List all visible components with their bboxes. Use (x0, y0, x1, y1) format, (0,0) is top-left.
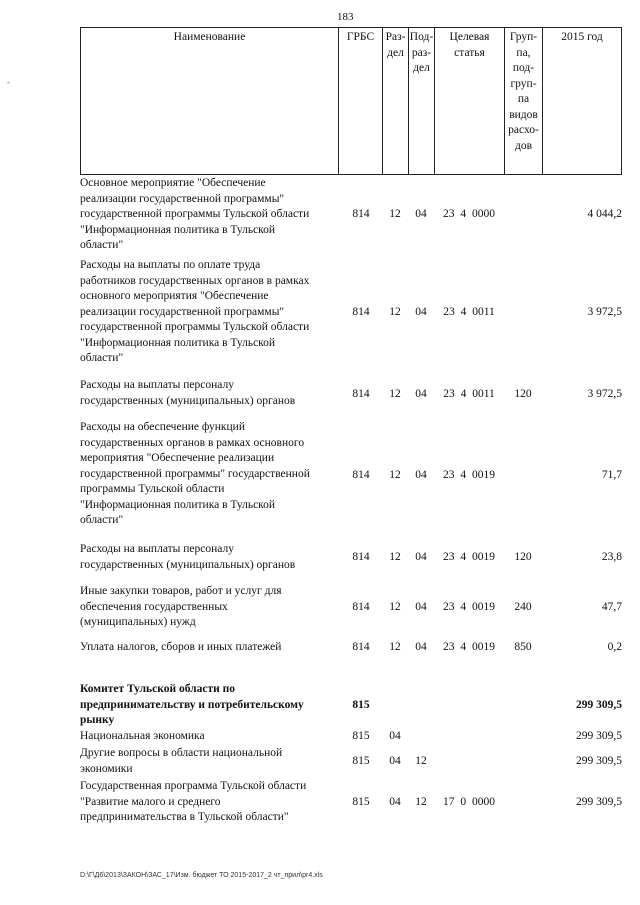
row-amount: 3 972,5 (587, 388, 622, 400)
row-gruppa: 850 (514, 641, 532, 653)
row-celevaya: 23 4 0011 (443, 306, 495, 318)
row-label: Расходы на выплаты персоналу государственных (муниципальных) органов (80, 543, 296, 571)
row-celevaya: 23 4 0019 (443, 601, 495, 613)
header-year-text: 2015 год (561, 31, 603, 43)
page-number: 183 (337, 11, 354, 23)
row-razdel: 12 (389, 306, 401, 318)
row-amount: 299 309,5 (576, 699, 622, 711)
row-grbs: 814 (352, 601, 370, 613)
header-name (80, 27, 338, 175)
row-amount: 0,2 (607, 641, 622, 653)
row-grbs: 814 (352, 551, 370, 563)
row-podrazdel: 04 (415, 306, 427, 318)
row-amount: 3 972,5 (587, 306, 622, 318)
header-grbs-text: ГРБС (346, 31, 375, 43)
row-razdel: 12 (389, 601, 401, 613)
row-gruppa: 240 (514, 601, 532, 613)
row-label: Другие вопросы в области национальной экономики (80, 747, 283, 775)
row-grbs: 814 (352, 469, 370, 481)
row-razdel: 04 (389, 730, 401, 742)
row-celevaya: 23 4 0011 (443, 388, 495, 400)
row-label: Расходы на выплаты по оплате труда работников государственных органов в рамках основного мероприятия "Обеспечение реализации государственной программы" государственной программы Тульской области "Информационная политика в Тульской области" (80, 259, 310, 364)
row-podrazdel: 04 (415, 641, 427, 653)
row-grbs: 814 (352, 641, 370, 653)
row-label: Расходы на обеспечение функций государственных органов в рамках основного мероприятия "Обеспечение реализации государственной программы" государственной программы Тульской области "Информационная политика в Тульской области" (80, 421, 310, 526)
row-label: Национальная экономика (80, 730, 205, 742)
row-amount: 299 309,5 (576, 730, 622, 742)
row-celevaya: 23 4 0019 (443, 641, 495, 653)
row-podrazdel: 04 (415, 208, 427, 220)
row-podrazdel: 04 (415, 601, 427, 613)
row-razdel: 12 (389, 469, 401, 481)
header-celevaya (434, 27, 504, 175)
file-path-footer: D:\Г\Д6\2013\ЗАКОН\ЗАС_17\Изм. бюджет ТО 2015-2017_2 чт_прил\pr4.xls (80, 872, 323, 879)
row-gruppa: 120 (514, 388, 532, 400)
row-amount: 47,7 (601, 601, 622, 613)
row-razdel: 04 (389, 796, 401, 808)
row-podrazdel: 12 (415, 796, 427, 808)
row-label: Иные закупки товаров, работ и услуг для обеспечения государственных (муниципальных) нужд (80, 585, 282, 628)
row-podrazdel: 04 (415, 388, 427, 400)
row-amount: 299 309,5 (576, 755, 622, 767)
header-gruppa-text: Груп- па, под- груп- па видов расхо- дов (508, 31, 539, 152)
margin-mark: - (7, 77, 10, 87)
row-amount: 71,7 (601, 469, 622, 481)
row-label: Основное мероприятие "Обеспечение реализации государственной программы" государственной программы Тульской области "Информационная политика в Тульской области" (80, 177, 310, 251)
row-razdel: 12 (389, 208, 401, 220)
row-grbs: 815 (352, 755, 370, 767)
row-podrazdel: 12 (415, 755, 427, 767)
header-razdel (382, 27, 408, 175)
row-grbs: 815 (352, 730, 370, 742)
row-razdel: 12 (389, 551, 401, 563)
row-razdel: 04 (389, 755, 401, 767)
header-razdel-text: Раз- дел (385, 31, 406, 59)
header-celevaya-text: Целевая статья (449, 31, 490, 59)
row-podrazdel: 04 (415, 469, 427, 481)
header-gruppa (504, 27, 542, 175)
row-label: Государственная программа Тульской области "Развитие малого и среднего предпринимательства в Тульской области" (80, 780, 307, 823)
row-label: Комитет Тульской области по предпринимательству и потребительскому рынку (80, 683, 304, 726)
row-amount: 299 309,5 (576, 796, 622, 808)
row-grbs: 815 (352, 699, 370, 711)
row-razdel: 12 (389, 388, 401, 400)
row-celevaya: 17 0 0000 (443, 796, 495, 808)
row-grbs: 814 (352, 388, 370, 400)
row-razdel: 12 (389, 641, 401, 653)
row-grbs: 814 (352, 306, 370, 318)
header-grbs (338, 27, 382, 175)
row-celevaya: 23 4 0000 (443, 208, 495, 220)
row-amount: 23,8 (601, 551, 622, 563)
row-label: Уплата налогов, сборов и иных платежей (80, 641, 282, 653)
row-celevaya: 23 4 0019 (443, 469, 495, 481)
row-gruppa: 120 (514, 551, 532, 563)
header-name-text: Наименование (173, 31, 246, 43)
row-label: Расходы на выплаты персоналу государственных (муниципальных) органов (80, 379, 296, 407)
header-podrazdel-text: Под- раз- дел (409, 31, 434, 74)
row-podrazdel: 04 (415, 551, 427, 563)
row-celevaya: 23 4 0019 (443, 551, 495, 563)
header-year (542, 27, 622, 175)
row-grbs: 814 (352, 208, 370, 220)
row-amount: 4 044,2 (587, 208, 622, 220)
row-grbs: 815 (352, 796, 370, 808)
header-podrazdel (408, 27, 434, 175)
